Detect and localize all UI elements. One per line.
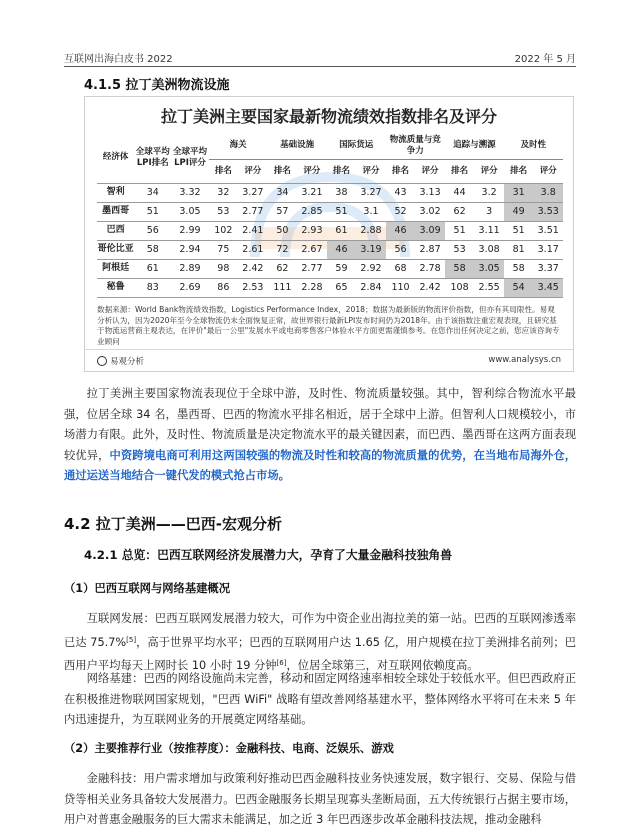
table-cell: 3.37: [533, 259, 563, 278]
table-cell: 2.85: [297, 202, 327, 221]
table-cell: 65: [327, 278, 357, 297]
table-cell: 61: [134, 259, 171, 278]
table-row: [97, 202, 563, 221]
table-cell: 51: [504, 221, 534, 240]
col-group-shipments: 国际货运: [327, 133, 386, 159]
table-cell: 34: [134, 183, 171, 202]
table-cell: 108: [445, 278, 475, 297]
col-score-0: 评分: [244, 165, 262, 176]
country-name: 墨西哥: [97, 202, 134, 221]
header-right: 2022 年 5 月: [514, 54, 576, 65]
table-cell: 2.28: [297, 278, 327, 297]
table-cell: 2.67: [297, 240, 327, 259]
col-score-2: 评分: [362, 165, 380, 176]
table-cell: 3.45: [533, 278, 563, 297]
table-cell: 3.17: [533, 240, 563, 259]
table-cell: 3.19: [356, 240, 386, 259]
country-name: 秘鲁: [97, 278, 134, 297]
col-global-rank: 全球平均LPI排名: [135, 146, 170, 168]
col-group-tracking: 追踪与溯源: [445, 133, 504, 159]
table-cell: 49: [504, 202, 534, 221]
table-cell: 44: [445, 183, 475, 202]
table-cell: 62: [445, 202, 475, 221]
table-row: [97, 183, 563, 202]
footnote-5[interactable]: [5]: [126, 635, 137, 644]
table-row: [97, 278, 563, 297]
table-cell: 98: [209, 259, 239, 278]
header-divider: [64, 66, 576, 67]
table-cell: 2.99: [171, 221, 208, 240]
table-cell: 38: [327, 183, 357, 202]
footnote-6[interactable]: [6]: [276, 659, 287, 667]
paragraph-network-infra: 网络基建：巴西的网络设施尚未完善，移动和固定网络速率相较全球处于较低水平。但巴西政府正在积极推进物联网国家规划，"巴西 WiFi" 战略有望改善网络基建水平，整体网络水平将可在未来 5 年内迅速提升，为互联网业务的开展奠定网络基础。: [64, 672, 576, 726]
table-cell: 83: [134, 278, 171, 297]
table-cell: 53: [209, 202, 239, 221]
table-cell: 2.93: [297, 221, 327, 240]
table-row: [97, 240, 563, 259]
table-cell: 111: [268, 278, 298, 297]
table-cell: 72: [268, 240, 298, 259]
paragraph-logistics-summary: [64, 384, 576, 487]
subsection-2-title: （2）主要推荐行业（按推荐度）：金融科技、电商、泛娱乐、游戏: [64, 742, 394, 755]
p2-text-a: 互联网发展：巴西互联网发展潜力较大，可作为中资企业出海拉美的第一站。巴西的互联网渗透率已达 75.7%: [64, 612, 576, 649]
figure-source-note: 数据来源：World Bank物流绩效指数，Logistics Performance Index，2018；数据为最新版的物流评价指数，但亦有其局限性。易观分析认为，因为2020年至今全球物流仍未全面恢复正常，故世界银行最新LPI发布时间仍为2018年。由于该指数注重宏观表现，且研究基于物流运营商主观表达，在评价"最后一公里"发展水平或电商零售客户体验水平方面更需谨慎参考。在您作出任何决定之前，您应该咨询专业顾问: [97, 305, 560, 346]
table-cell: 3.11: [474, 221, 504, 240]
table-cell: 68: [386, 259, 416, 278]
table-cell: 2.77: [297, 259, 327, 278]
lpi-figure: [84, 96, 574, 372]
table-cell: 52: [386, 202, 416, 221]
table-cell: 3: [474, 202, 504, 221]
page-header: [64, 50, 576, 66]
col-group-quality: 物流质量与竞争力: [386, 133, 445, 159]
paragraph-fintech: 金融科技：用户需求增加与政策利好推动巴西金融科技业务快速发展，数字银行、交易、保险与借贷等相关业务具备较大发展潜力。巴西金融服务长期呈现寡头垄断局面，五大传统银行占据主要市场，用户对普惠金融服务的巨大需求未能满足，加之近 3 年巴西逐步改革金融科技法规，推动金融科: [64, 772, 576, 825]
col-rank-4: 排名: [451, 165, 469, 176]
table-cell: 3.13: [415, 183, 445, 202]
table-cell: 56: [386, 240, 416, 259]
table-row: [97, 221, 563, 240]
figure-footer-logo: [97, 355, 144, 367]
table-cell: 2.41: [238, 221, 268, 240]
table-cell: 3.1: [356, 202, 386, 221]
table-cell: 46: [386, 221, 416, 240]
col-score-5: 评分: [539, 165, 557, 176]
table-cell: 2.92: [356, 259, 386, 278]
table-cell: 3.27: [356, 183, 386, 202]
table-cell: 2.69: [171, 278, 208, 297]
col-rank-3: 排名: [392, 165, 410, 176]
lpi-table: [97, 133, 563, 298]
table-cell: 61: [327, 221, 357, 240]
table-cell: 3.51: [533, 221, 563, 240]
table-cell: 51: [327, 202, 357, 221]
figure-title: 拉丁美洲主要国家最新物流绩效指数排名及评分: [160, 107, 497, 126]
table-cell: 62: [268, 259, 298, 278]
table-cell: 32: [209, 183, 239, 202]
country-name: 巴西: [97, 221, 134, 240]
col-score-1: 评分: [303, 165, 321, 176]
col-country: 经济体: [102, 152, 129, 163]
table-cell: 2.42: [238, 259, 268, 278]
table-cell: 81: [504, 240, 534, 259]
table-row: [97, 259, 563, 278]
col-rank-2: 排名: [332, 165, 350, 176]
table-cell: 56: [134, 221, 171, 240]
col-rank-1: 排名: [273, 165, 291, 176]
table-cell: 34: [268, 183, 298, 202]
table-cell: 31: [504, 183, 534, 202]
table-cell: 86: [209, 278, 239, 297]
table-cell: 3.02: [415, 202, 445, 221]
table-cell: 3.09: [415, 221, 445, 240]
analysys-logo-icon: [97, 356, 107, 366]
table-cell: 53: [445, 240, 475, 259]
table-cell: 58: [134, 240, 171, 259]
table-cell: 58: [504, 259, 534, 278]
table-cell: 2.89: [171, 259, 208, 278]
p2-text-b: ，高于世界平均水平；巴西的互联网用户达 1.65 亿，用户规模在拉丁美洲排名前列；巴西用户平均每天上网时长 10 小时 19 分钟: [64, 635, 577, 672]
section-4-2-1-title: 4.2.1 总览：巴西互联网经济发展潜力大，孕育了大量金融科技独角兽: [84, 548, 453, 562]
p1-highlight: 中资跨境电商可利用这两国较强的物流及时性和较高的物流质量的优势，在当地布局海外仓，通过运送当地结合一键代发的模式抢占市场。: [64, 448, 576, 482]
figure-footer-brand: 易观分析: [110, 357, 145, 367]
table-cell: 2.87: [415, 240, 445, 259]
subsection-1-title: （1）巴西互联网与网络基建概况: [64, 582, 231, 595]
table-cell: 2.42: [415, 278, 445, 297]
table-cell: 58: [445, 259, 475, 278]
country-name: 阿根廷: [97, 259, 134, 278]
table-cell: 3.32: [171, 183, 208, 202]
col-rank-0: 排名: [214, 165, 232, 176]
table-cell: 3.05: [474, 259, 504, 278]
table-cell: 2.55: [474, 278, 504, 297]
col-score-4: 评分: [480, 165, 498, 176]
table-cell: 3.21: [297, 183, 327, 202]
section-4-2-title: 4.2 拉丁美洲——巴西-宏观分析: [64, 515, 283, 533]
table-cell: 2.94: [171, 240, 208, 259]
table-cell: 3.05: [171, 202, 208, 221]
table-cell: 2.53: [238, 278, 268, 297]
table-cell: 2.78: [415, 259, 445, 278]
table-cell: 75: [209, 240, 239, 259]
table-cell: 50: [268, 221, 298, 240]
table-cell: 2.88: [356, 221, 386, 240]
table-cell: 51: [445, 221, 475, 240]
table-cell: 2.84: [356, 278, 386, 297]
col-group-customs: 海关: [209, 133, 268, 159]
col-score-3: 评分: [421, 165, 439, 176]
table-cell: 3.27: [238, 183, 268, 202]
table-cell: 3.53: [533, 202, 563, 221]
table-cell: 3.08: [474, 240, 504, 259]
table-cell: 2.61: [238, 240, 268, 259]
table-cell: 102: [209, 221, 239, 240]
country-name: 智利: [97, 183, 134, 202]
table-cell: 46: [327, 240, 357, 259]
country-name: 哥伦比亚: [97, 240, 134, 259]
table-cell: 2.77: [238, 202, 268, 221]
col-group-infrastructure: 基础设施: [268, 133, 327, 159]
table-cell: 59: [327, 259, 357, 278]
figure-footer-url: www.analysys.cn: [488, 355, 561, 365]
p1-text: 拉丁美洲主要国家物流表现位于全球中游，及时性、物流质量较强。其中，智利综合物流水平最强，位居全球 34 名，墨西哥、巴西的物流水平排名相近，居于全球中上游。但智利人口规模较小，市场潜力有限。此外，及时性、物流质量是决定物流水平的最关键因素，而巴西、墨西哥在这两方面表现较优异，: [64, 387, 576, 462]
table-cell: 3.2: [474, 183, 504, 202]
table-cell: 110: [386, 278, 416, 297]
paragraph-internet-development: [64, 609, 576, 677]
col-global-score: 全球平均LPI评分: [172, 146, 207, 168]
col-rank-5: 排名: [510, 165, 528, 176]
section-4-1-5-title: 4.1.5 拉丁美洲物流设施: [84, 78, 230, 93]
p2-text-c: ，位居全球第三，对互联网依赖度高。: [286, 659, 479, 672]
table-cell: 57: [268, 202, 298, 221]
table-cell: 3.8: [533, 183, 563, 202]
table-cell: 43: [386, 183, 416, 202]
header-left: 互联网出海白皮书 2022: [64, 54, 173, 65]
table-cell: 51: [134, 202, 171, 221]
figure-footer: [85, 349, 573, 371]
table-cell: 54: [504, 278, 534, 297]
col-group-timeliness: 及时性: [504, 133, 563, 159]
